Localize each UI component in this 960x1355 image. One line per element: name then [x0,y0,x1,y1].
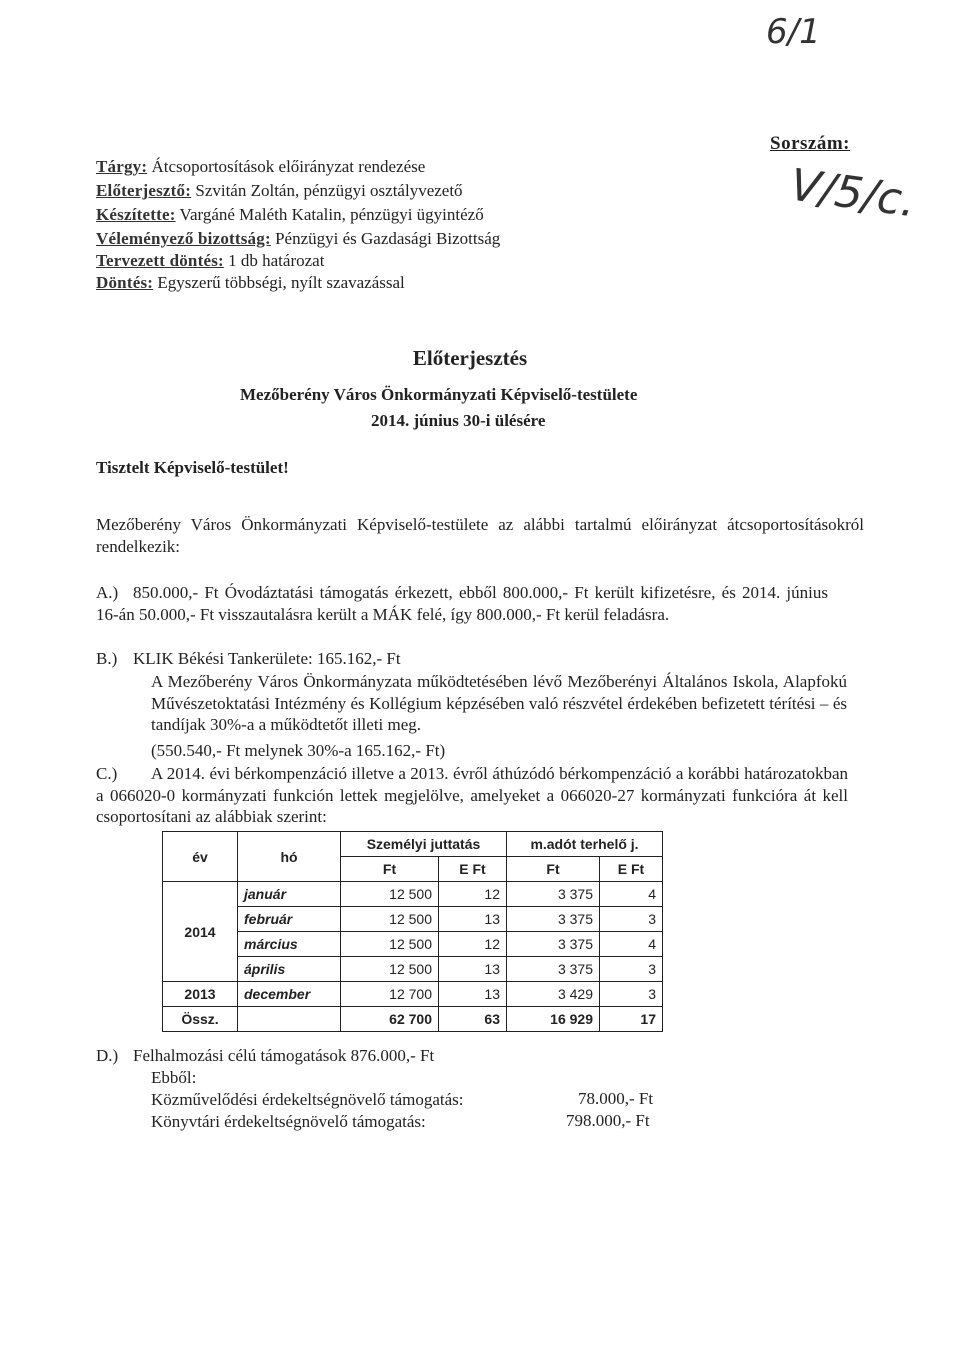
table-total-row [163,1007,663,1032]
item-a-text: 850.000,- Ft Óvodáztatási támogatás érkezett, ebből 800.000,- Ft került kifizetésre, és 2014. június 16-án 50.000,- Ft visszautalásra került a MÁK felé, így 800.000,- Ft kerül feladásra. [96,583,828,624]
row-m-eft-cell: 4 [600,882,663,907]
group-szemelyi-header: Személyi juttatás [341,832,507,857]
header-keszitette [96,203,484,227]
table-row [163,957,663,982]
table-row [163,932,663,957]
keszitette-value: Vargáné Maléth Katalin, pénzügyi ügyintéző [179,205,484,224]
total-sz-ft-cell: 62 700 [341,1007,439,1032]
item-b-title: KLIK Békési Tankerülete: 165.162,- Ft [133,649,401,668]
row-m-ft-cell: 3 375 [507,932,600,957]
title-line-2: 2014. június 30-i ülésére [371,411,546,430]
header-dontes [96,271,405,295]
title-line-1: Mezőberény Város Önkormányzati Képviselő-testülete [240,385,638,404]
row-m-ft-cell: 3 375 [507,882,600,907]
table-row [163,982,663,1007]
header-eloterjeszto [96,179,463,203]
col-ho-header: hó [238,832,341,882]
targy-label: Tárgy: [96,157,148,176]
handwritten-page-number: 6/1 [766,12,821,52]
total-empty-cell [238,1007,341,1032]
total-sz-eft-cell: 63 [439,1007,507,1032]
eloterjeszto-value: Szvitán Zoltán, pénzügyi osztályvezető [195,181,463,200]
sub-ft-header: Ft [341,857,439,882]
row-ho-cell: december [238,982,341,1007]
item-d-title: Felhalmozási célú támogatások 876.000,- Ft [133,1046,435,1065]
row-m-eft-cell: 3 [600,982,663,1007]
tervezett-value: 1 db határozat [228,251,325,270]
row-ho-cell: április [238,957,341,982]
item-d-row2-value: 798.000,- Ft [566,1111,650,1130]
item-d-row1-label: Közművelődési érdekeltségnövelő támogatás: [151,1090,464,1109]
item-b-text: A Mezőberény Város Önkormányzata működtetésében lévő Mezőberényi Általános Iskola, Alapfokú Művészetoktatási Intézmény és Kollégium képzésében való részvétel érdekében befizetett térítési – és tandíjak 30%-a a működtetőt illeti meg. [151,672,847,735]
row-sz-ft-cell: 12 500 [341,957,439,982]
table-row [163,907,663,932]
keszitette-label: Készítette: [96,205,176,224]
header-tervezett [96,249,324,273]
item-b-note: (550.540,- Ft melynek 30%-a 165.162,- Ft) [151,741,446,760]
item-c-label: C.) [96,764,118,783]
velemenyezo-label: Véleményező bizottság: [96,229,271,248]
item-d-row1-value: 78.000,- Ft [578,1089,654,1108]
row-sz-eft-cell: 12 [439,932,507,957]
targy-value: Átcsoportosítások előirányzat rendezése [151,157,426,176]
sub-eft-header: E Ft [600,857,663,882]
tervezett-label: Tervezett döntés: [96,251,224,270]
row-sz-ft-cell: 12 700 [341,982,439,1007]
row-m-ft-cell: 3 375 [507,907,600,932]
row-ho-cell: január [238,882,341,907]
row-ev-cell: 2013 [163,982,238,1007]
item-d-ebbol: Ebből: [151,1068,197,1087]
handwritten-sorszam: V/5/c. [787,159,919,228]
header-targy [96,155,425,179]
intro-paragraph: Mezőberény Város Önkormányzati Képviselő-testülete az alábbi tartalmú előirányzat átcsoportosításokról rendelkezik: [96,515,864,556]
sorszam-label: Sorszám: [770,133,850,154]
total-m-eft-cell: 17 [600,1007,663,1032]
item-a-label: A.) [96,583,119,602]
row-m-ft-cell: 3 375 [507,957,600,982]
item-c-text: A 2014. évi bérkompenzáció illetve a 2013. évről áthúzódó bérkompenzáció a korábbi határozatokban a 066020-0 kormányzati funkción lettek megjelölve, amelyeket a 066020-27 kormányzati funkcióra át kell csoportosítani az alábbiak szerint: [96,764,848,827]
page-title: Előterjesztés [412,346,528,370]
row-m-eft-cell: 4 [600,932,663,957]
item-b-label: B.) [96,649,118,668]
row-ev-cell: 2014 [163,882,238,982]
item-d-label: D.) [96,1046,119,1065]
item-d-row2-label: Könyvtári érdekeltségnövelő támogatás: [151,1112,426,1131]
row-sz-eft-cell: 13 [439,982,507,1007]
row-ho-cell: február [238,907,341,932]
row-m-eft-cell: 3 [600,957,663,982]
row-sz-ft-cell: 12 500 [341,882,439,907]
compensation-table [162,831,663,1032]
row-sz-ft-cell: 12 500 [341,932,439,957]
row-sz-eft-cell: 13 [439,907,507,932]
row-sz-eft-cell: 12 [439,882,507,907]
header-velemenyezo [96,227,500,251]
eloterjeszto-label: Előterjesztő: [96,181,192,200]
row-sz-ft-cell: 12 500 [341,907,439,932]
row-ho-cell: március [238,932,341,957]
total-m-ft-cell: 16 929 [507,1007,600,1032]
dontes-label: Döntés: [96,273,154,292]
greeting: Tisztelt Képviselő-testület! [96,458,289,477]
sub-eft-header: E Ft [439,857,507,882]
col-ev-header: év [163,832,238,882]
row-m-ft-cell: 3 429 [507,982,600,1007]
total-label-cell: Össz. [163,1007,238,1032]
group-madot-header: m.adót terhelő j. [507,832,663,857]
sub-ft-header: Ft [507,857,600,882]
velemenyezo-value: Pénzügyi és Gazdasági Bizottság [275,229,501,248]
row-sz-eft-cell: 13 [439,957,507,982]
table-row [163,882,663,907]
dontes-value: Egyszerű többségi, nyílt szavazással [157,273,405,292]
row-m-eft-cell: 3 [600,907,663,932]
